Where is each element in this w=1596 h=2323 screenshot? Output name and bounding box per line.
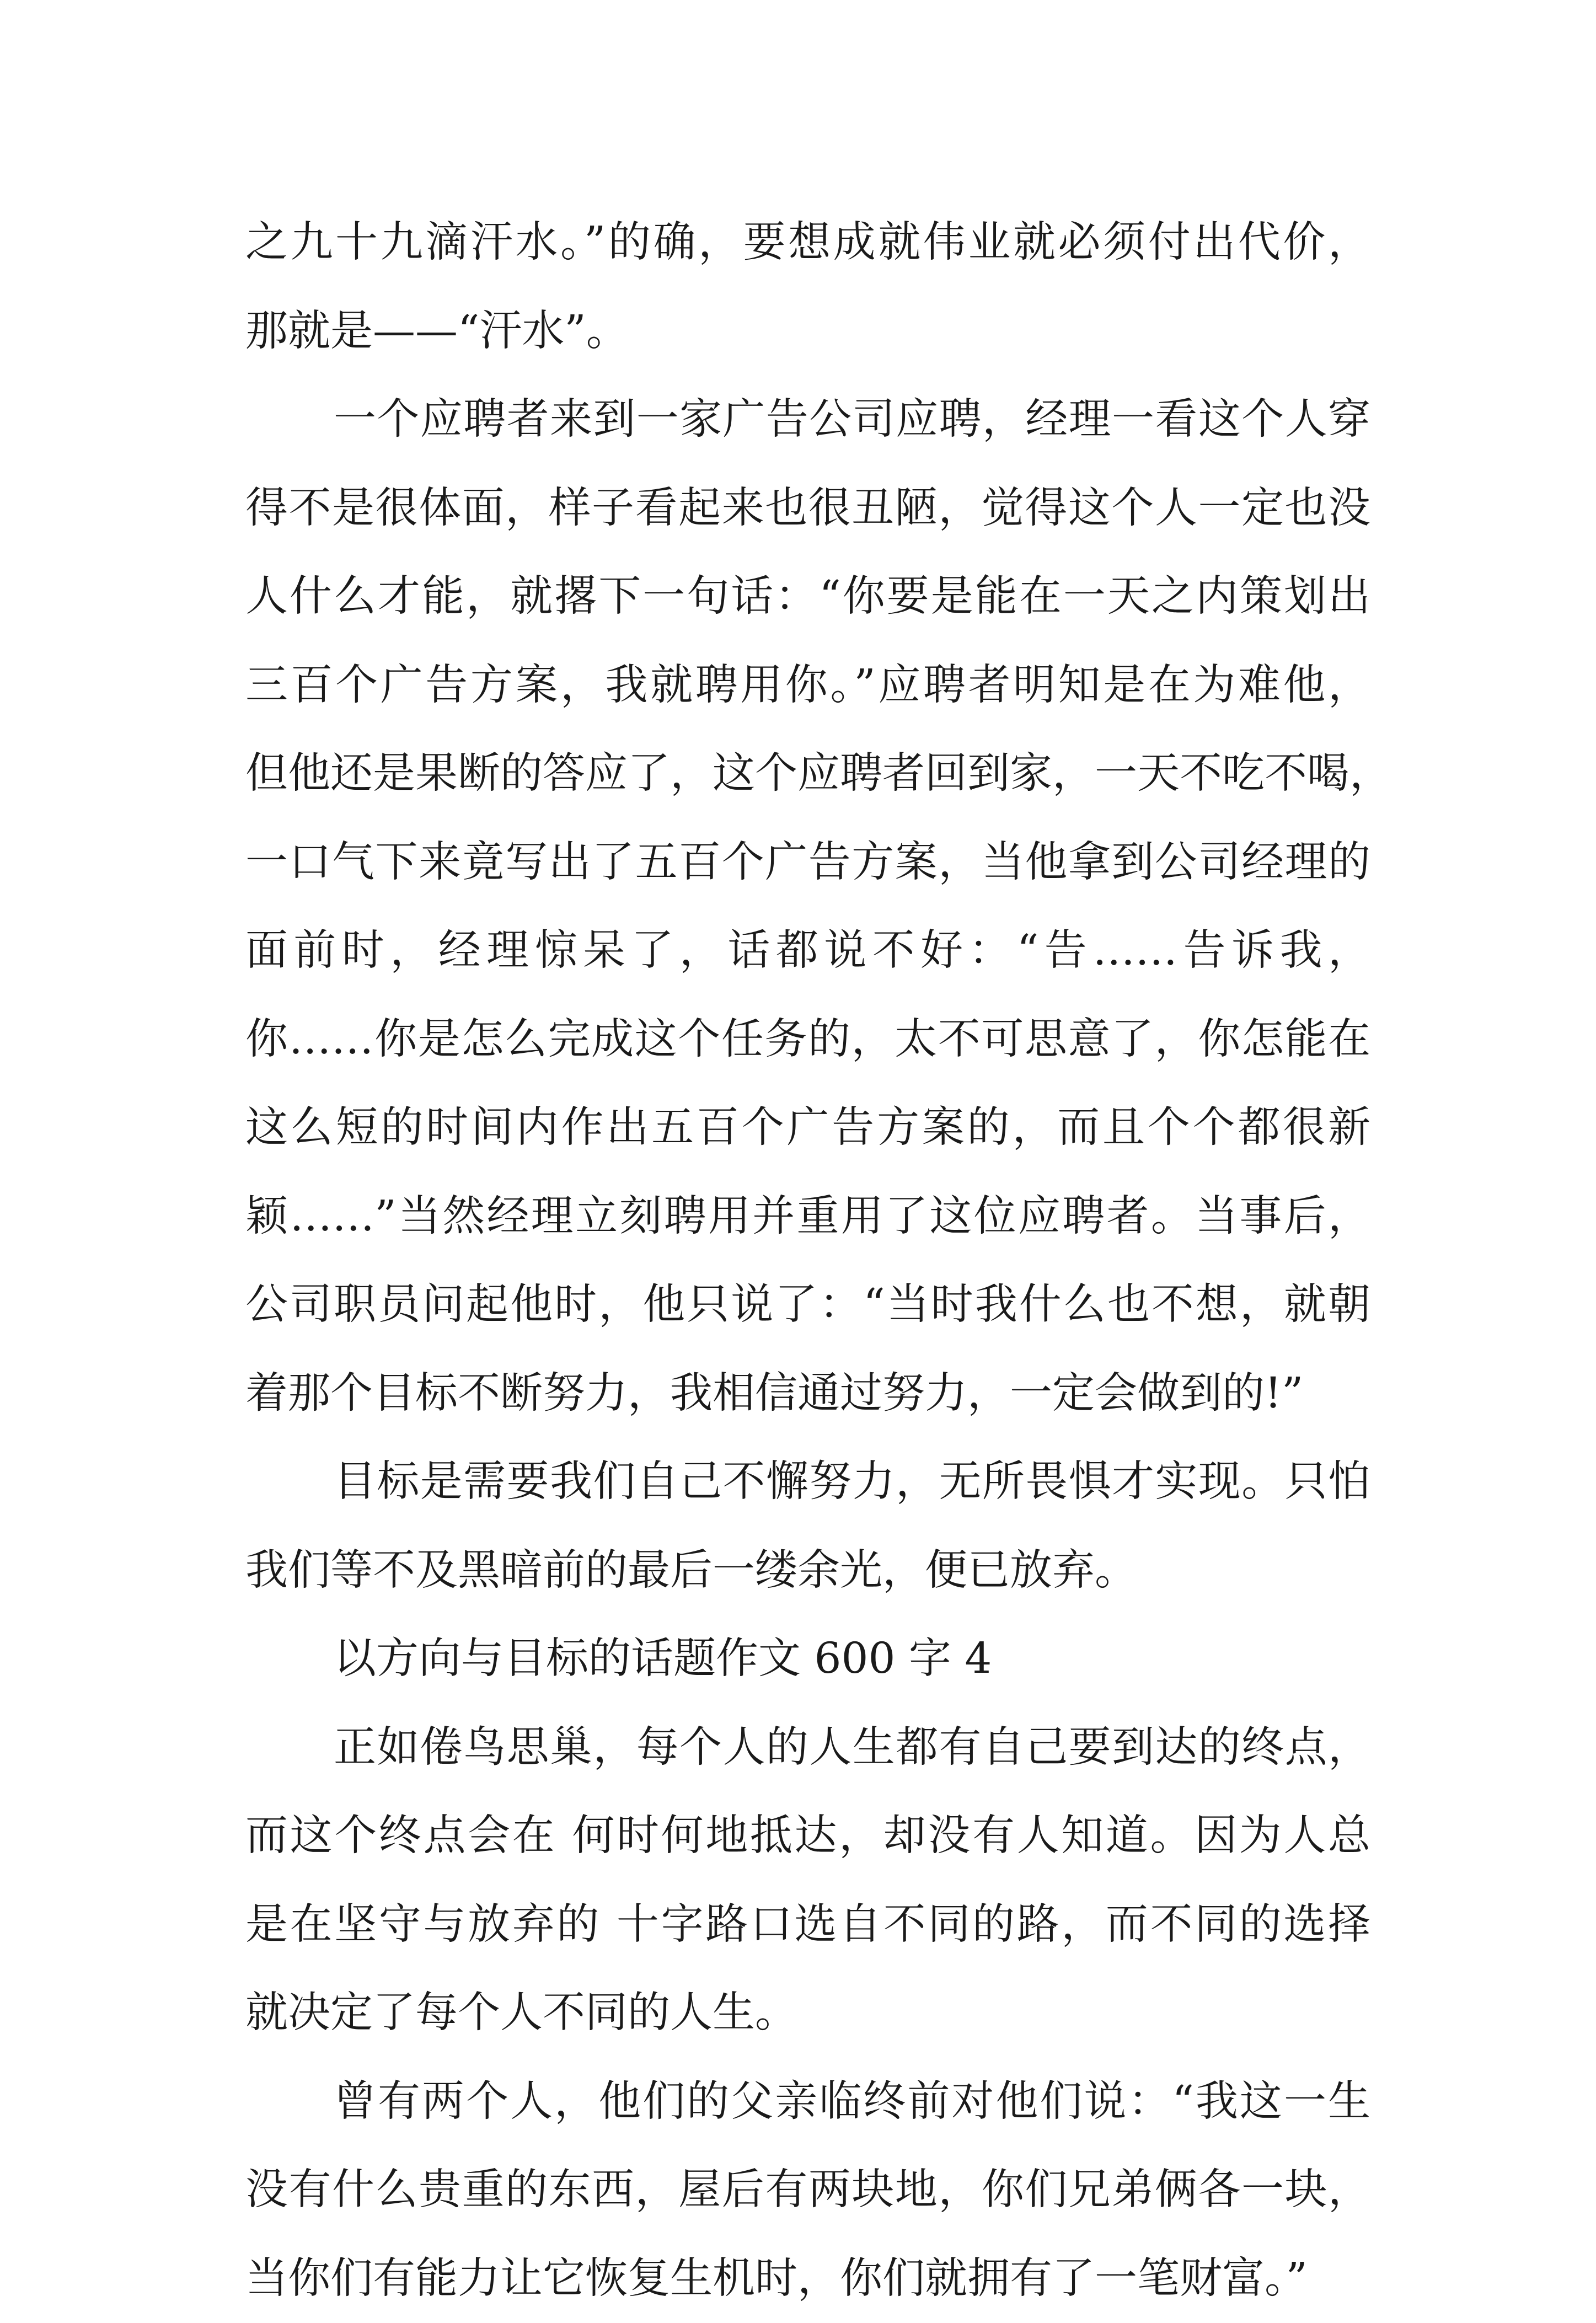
text-line: 得不是很体面，样子看起来也很丑陋，觉得这个人一定也没	[245, 464, 1370, 553]
text-line: 那就是——“汗水”。	[245, 287, 1370, 376]
document-page	[245, 199, 1370, 2323]
text-line: 公司职员问起他时，他只说了：“当时我什么也不想，就朝	[245, 1261, 1370, 1350]
text-line: 颖……”当然经理立刻聘用并重用了这位应聘者。当事后，	[245, 1173, 1370, 1261]
text-line: 但他还是果断的答应了，这个应聘者回到家，一天不吃不喝，	[245, 730, 1370, 818]
text-line: 你……你是怎么完成这个任务的，太不可思意了，你怎能在	[245, 995, 1370, 1084]
text-line: 就决定了每个人不同的人生。	[245, 1969, 1370, 2058]
paragraph	[245, 199, 1370, 376]
text-line: 一个应聘者来到一家广告公司应聘，经理一看这个人穿	[245, 376, 1370, 464]
text-line: 目标是需要我们自己不懈努力，无所畏惧才实现。只怕	[245, 1438, 1370, 1527]
text-line: 我们等不及黑暗前的最后一缕余光，便已放弃。	[245, 1527, 1370, 1615]
paragraph	[245, 2058, 1370, 2323]
text-line: 当你们有能力让它恢复生机时，你们就拥有了一笔财富。”	[245, 2235, 1370, 2323]
section-heading	[245, 1615, 1370, 1704]
text-line: 而这个终点会在 何时何地抵达，却没有人知道。因为人总	[245, 1792, 1370, 1881]
text-line: 着那个目标不断努力，我相信通过努力，一定会做到的!”	[245, 1350, 1370, 1438]
text-line: 面前时，经理惊呆了，话都说不好：“告……告诉我，	[245, 907, 1370, 995]
text-line: 曾有两个人，他们的父亲临终前对他们说：“我这一生	[245, 2058, 1370, 2147]
paragraph	[245, 1704, 1370, 2058]
text-line: 人什么才能，就撂下一句话：“你要是能在一天之内策划出	[245, 553, 1370, 641]
text-line: 没有什么贵重的东西，屋后有两块地，你们兄弟俩各一块，	[245, 2146, 1370, 2235]
text-line: 一口气下来竟写出了五百个广告方案，当他拿到公司经理的	[245, 818, 1370, 907]
text-line: 这么短的时间内作出五百个广告方案的，而且个个都很新	[245, 1084, 1370, 1173]
text-line: 是在坚守与放弃的 十字路口选自不同的路，而不同的选择	[245, 1881, 1370, 1969]
text-line: 三百个广告方案，我就聘用你。”应聘者明知是在为难他，	[245, 641, 1370, 730]
paragraph	[245, 376, 1370, 1438]
text-line: 正如倦鸟思巢，每个人的人生都有自己要到达的终点，	[245, 1704, 1370, 1792]
paragraph	[245, 1438, 1370, 1615]
text-line: 之九十九滴汗水。”的确，要想成就伟业就必须付出代价，	[245, 199, 1370, 287]
heading-text: 以方向与目标的话题作文 600 字 4	[245, 1615, 1370, 1704]
